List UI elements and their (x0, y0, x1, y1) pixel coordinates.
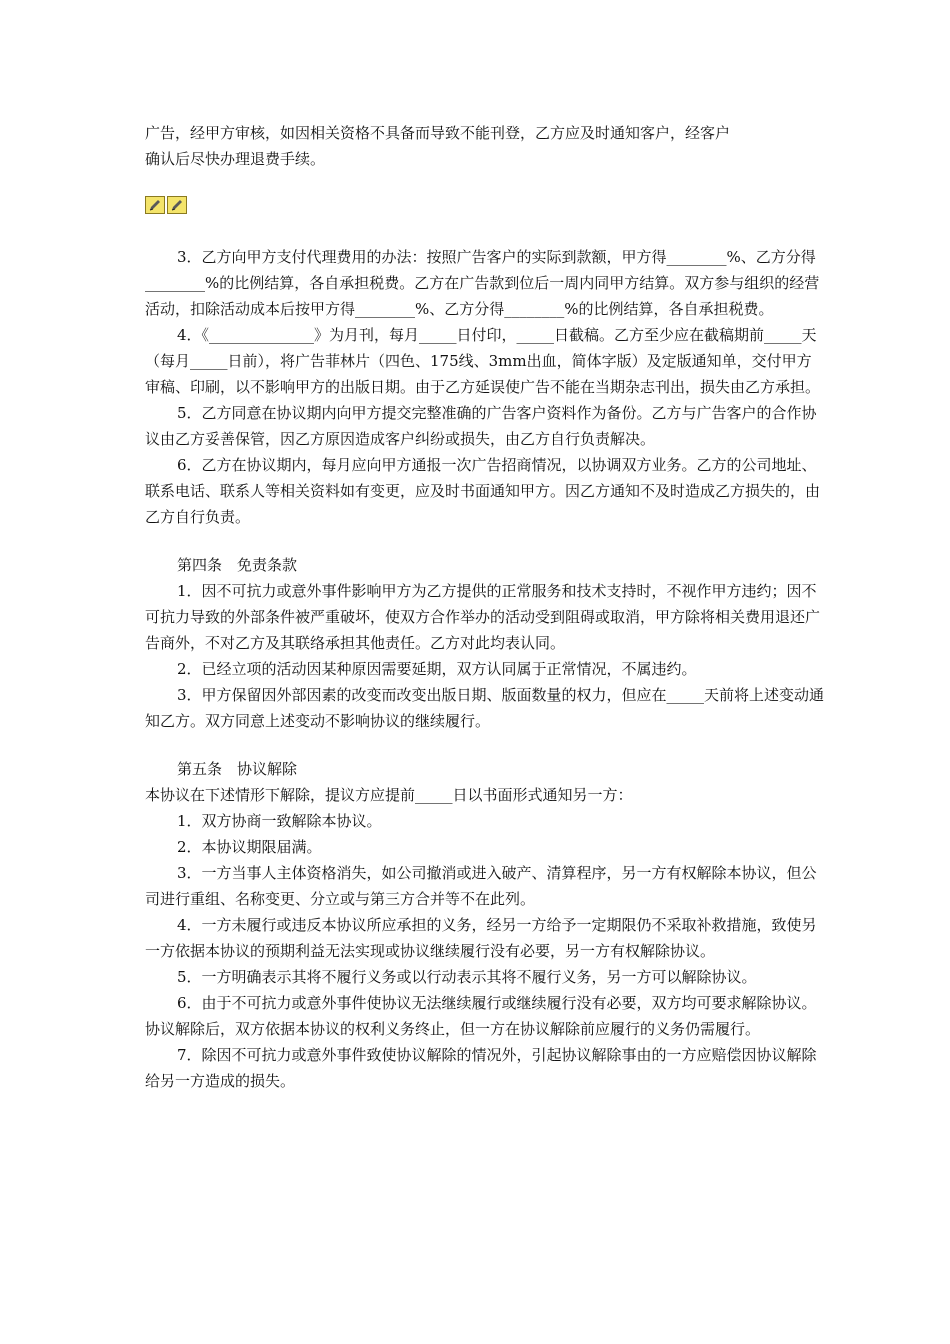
intro-line-1: 广告，经甲方审核，如因相关资格不具备而导致不能刊登，乙方应及时通知客户，经客户 (145, 124, 731, 142)
clause-4-2: 2．已经立项的活动因某种原因需要延期，双方认同属于正常情况，不属违约。 (177, 660, 697, 678)
clause-5-7: 7．除因不可抗力或意外事件致使协议解除的情况外，引起协议解除事由的一方应赔偿因协议解除给另一方造成的损失。 (145, 1046, 817, 1090)
article-5-title: 第五条 协议解除 (177, 760, 298, 778)
clause-3-6: 6．乙方在协议期内，每月应向甲方通报一次广告招商情况，以协调双方业务。乙方的公司地址、联系电话、联系人等相关资料如有变更，应及时书面通知甲方。因乙方通知不及时造成乙方损失的，由乙方自行负责。 (145, 456, 821, 526)
clause-5-5: 5．一方明确表示其将不履行义务或以行动表示其将不履行义务，另一方可以解除协议。 (177, 968, 757, 986)
clause-5-4: 4．一方未履行或违反本协议所应承担的义务，经另一方给予一定期限仍不采取补救措施，致使另一方依据本协议的预期利益无法实现或协议继续履行没有必要，另一方有权解除协议。 (145, 916, 817, 960)
edit-note-icon[interactable] (167, 196, 187, 214)
clause-4-3: 3．甲方保留因外部因素的改变而改变出版日期、版面数量的权力，但应在_____天前将上述变动通知乙方。双方同意上述变动不影响协议的继续履行。 (145, 686, 825, 730)
article-4-title: 第四条 免责条款 (177, 556, 298, 574)
clause-3-4: 4．《______________》为月刊，每月_____日付印，_____日截稿。乙方至少应在截稿期前_____天（每月_____日前），将广告菲林片（四色、175线、3mm出血，简体字版）及定版通知单，交付甲方审稿、印刷，以不影响甲方的出版日期。由于乙方延误使广告不能在当期杂志刊出，损失由乙方承担。 (145, 326, 821, 396)
clause-5-1: 1．双方协商一致解除本协议。 (177, 812, 382, 830)
article-5-lead: 本协议在下述情形下解除，提议方应提前_____日以书面形式通知另一方： (145, 786, 633, 804)
inline-icons (145, 196, 825, 220)
clause-3-3: 3．乙方向甲方支付代理费用的办法：按照广告客户的实际到款额，甲方得________%、乙方分得________%的比例结算，各自承担税费。乙方在广告款到位后一周内同甲方结算。双方参与组织的经营活动，扣除活动成本后按甲方得________%、乙方分得________%的比例结算，各自承担税费。 (145, 248, 820, 318)
clause-5-6: 6．由于不可抗力或意外事件使协议无法继续履行或继续履行没有必要，双方均可要求解除协议。协议解除后，双方依据本协议的权利义务终止，但一方在协议解除前应履行的义务仍需履行。 (145, 994, 817, 1038)
document-page (145, 120, 825, 1094)
clause-5-2: 2．本协议期限届满。 (177, 838, 322, 856)
clause-5-3: 3．一方当事人主体资格消失，如公司撤消或进入破产、清算程序，另一方有权解除本协议，但公司进行重组、名称变更、分立或与第三方合并等不在此列。 (145, 864, 817, 908)
edit-note-icon[interactable] (145, 196, 165, 214)
intro-line-2: 确认后尽快办理退费手续。 (145, 150, 326, 168)
clause-3-5: 5．乙方同意在协议期内向甲方提交完整准确的广告客户资料作为备份。乙方与广告客户的合作协议由乙方妥善保管，因乙方原因造成客户纠纷或损失，由乙方自行负责解决。 (145, 404, 817, 448)
clause-4-1: 1．因不可抗力或意外事件影响甲方为乙方提供的正常服务和技术支持时，不视作甲方违约；因不可抗力导致的外部条件被严重破坏，使双方合作举办的活动受到阻碍或取消，甲方除将相关费用退还广告商外，不对乙方及其联络承担其他责任。乙方对此均表认同。 (145, 582, 821, 652)
